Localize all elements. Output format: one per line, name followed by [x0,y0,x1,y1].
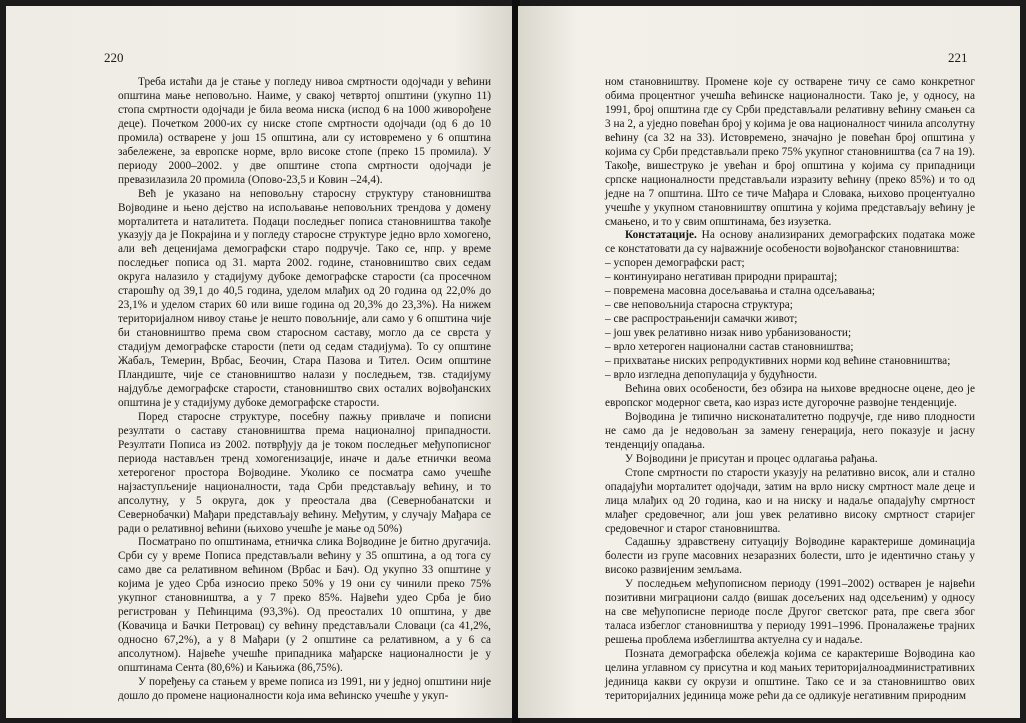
list-item: – врло хетероген национални састав становништва; [605,341,854,354]
conclusions-paragraph [605,229,975,257]
right-page [518,6,1020,718]
list-item: – повремена масовна досељавања и стална одсељавања; [605,285,876,298]
left-page-text [118,76,491,704]
paragraph: Поред старосне структуре, посебну пажњу привлаче и пописни резултати о саставу становништва према националној припадности. Резултати Пописа из 2002. потврђују да је током последњег међупописног периода настављен тренд хомогенизације, иначе и даље етнички веома хетерогеног простора Војводине. Уколико се посматра само учешће најзаступљеније националности, тада Срби представљају већину, и то апсолутну, у 5 округа, док у преостала два (Севернобанатски и Севернобачки) Мађари представљају већину. Међутим, у случају Мађара се ради о релативној већини (њихово учешће је мање од 50%) [118,410,491,535]
list-item: – све неповољнија старосна структура; [605,299,793,312]
paragraph: Већина ових особености, без обзира на њихове вредносне оцене, део је европског модерног света, као израз исте дугорочне развојне тенденције. [605,382,975,409]
left-page [6,6,514,718]
paragraph: Војводина је типично нисконаталитетно подручје, где ниво плодности не само да је недовољан за замену генерација, него показује и јасну тенденцију опадања. [605,410,975,451]
list-item: – прихватање ниских репродуктивних норми код већине становништва; [605,355,951,368]
paragraph: Позната демографска обележја којима се карактерише Војводина као целина углавном су присутна и код мањих територијалноадминистративних јединица какви су окрузи и општине. Тако се и за становништво ових територијалних јединица може рећи да се одликује негативним природним [605,648,975,702]
paragraph: Треба истаћи да је стање у погледу нивоа смртности одојчади у већини општина мање неповољно. Наиме, у свакој четвртој општини (укупно 11) стопа смртности одојчади је била веома ниска (испод 6 на 1000 живорођене деце). Почетком 2000-их су ниске стопе смртности одојчади (од 6 до 10 промила) остварене у још 15 општина, али су истовремено у 6 општина забележене, за европске норме, врло високе стопе (преко 15 промила). У периоду 2000–2002. у две општине стопа смртности одојчади је превазилазила 20 промила (Опово-23,5 и Ковин –24,4). [118,76,491,186]
paragraph: ном становништву. Промене које су остварене тичу се само конкретног обима процентног учешћа већинске националности. Тако је, у односу, на 1991, број општина где су Срби представљали релативну већину смањен са 3 на 2, а уједно повећан број у којима је ова националност чинила апсолутну већину (са 32 на 33). Истовремено, значајно је повећан број општина у којима су Срби представљали преко 75% укупног становништва (са 7 на 19). Такође, вишеструко је увећан и број општина у којима су припадници српске националности представљали изразиту већину (преко 85%) и то од једне на 7 општина. Што се тиче Мађара и Словака, њихово процентуално учешће у укупном становништву општина у којима представљају већину је смањено, и то у свим општинама, без изузетка. [605,76,975,228]
conclusions-heading: Констатације. [625,229,697,242]
list-item: – све распрострањенији самачки живот; [605,313,798,326]
paragraph: У Војводини је присутан и процес одлагања рађања. [625,452,878,465]
list-item: – врло изгледна депопулација у будућности. [605,369,818,382]
list-item: – успорен демографски раст; [605,257,745,270]
left-page-number: 220 [104,50,124,65]
list-item: – још увек релативно низак ниво урбанизованости; [605,327,852,340]
paragraph: Садашњу здравствену ситуацију Војводине карактерише доминација болести из групе масовних незаразних болести, што је идентично стању у високо развијеним земљама. [605,536,975,577]
conclusions-list [605,257,975,383]
right-page-number: 221 [948,50,968,65]
paragraph: Стопе смртности по старости указују на релативно висок, али и стално опадајући морталитет одојчади, затим на врло ниску смртност мале деце и лица млађих од 20 година, као и на ниску и надаље опадајућу смртност млађег средовечног, али још увек релативно високу смртност старијег средовечног и старог становништва. [605,466,975,535]
paragraph: Већ је указано на неповољну старосну структуру становништва Војводине и њено дејство на испољавање неповољних трендова у домену морталитета и наталитета. Подаци последњег пописа становништва такође указују да је Покрајина и у погледу старосне структуре једно врло хомогено, али већ деценијама демографски старо подручје. Тако се, нпр. у време последњег пописа од 31. марта 2002. године, становништво свих седам округа налазило у стадијуму дубоке демографске старости (са просечном старошћу од 39,1 до 40,5 година, уделом млађих од 20 година од 22,0% до 23,1% и уделом старих 60 или више година од 20,3% до 23,3%). На нижем територијалном нивоу стање је нешто повољније, али само у 6 општина чије би становништво према свом старосном саставу, могло да се сврста у стадијум демографске старости (пети од седам стадијума). То су општине Жабаљ, Темерин, Врбас, Беочин, Стара Пазова и Тител. Осим општине Пландиште, чије се становништво налази у последњем, тзв. стадијуму најдубље демографске старости, становништво свих осталих војвођанских општина је у стадијуму дубоке демографске старости. [118,187,491,409]
paragraph: У поређењу са стањем у време пописа из 1991, ни у једној општини није дошло до промене националности која има већинско учешће у укуп- [118,675,491,702]
right-page-text [605,76,975,704]
conclusions-intro: На основу анализираних демографских података може се констатовати да су најважније особености војвођанског становништва: [605,229,975,256]
paragraph: У последњем међупописном периоду (1991–2002) остварен је највећи позитивни миграциони салдо (вишак досељених над одсељеним) у односу на све међупописне периоде после Другог светског рата, пре свега због таласа избеглог становништва у периоду 1991–1996. Проналажење трајних решења проблема избеглиштва актуелна су и надаље. [605,578,975,647]
paragraph: Посматрано по општинама, етничка слика Војводине је битно другачија. Срби су у време Пописа представљали већину у 35 општина, а од тога су само две са релативном већином (Врбас и Бач). Од укупно 33 општине у којима је удео Срба износио преко 50% у 19 они су чинили преко 75% укупног становништва, а у 7 преко 85%. Највећи удео Срба је био регистрован у Пећинцима (93,3%). Од преосталих 10 општина, у две (Ковачица и Бачки Петровац) су већину представљали Словаци (са 41,2%, односно 67,2%), а у 8 Мађари (у 2 општине са релативном, а у 6 са апсолутном). Највеће учешће припадника мађарске националности је у општинама Сента (80,6%) и Кањижа (86,75%). [118,536,491,675]
list-item: – континуирано негативан природни прираштај; [605,271,838,284]
